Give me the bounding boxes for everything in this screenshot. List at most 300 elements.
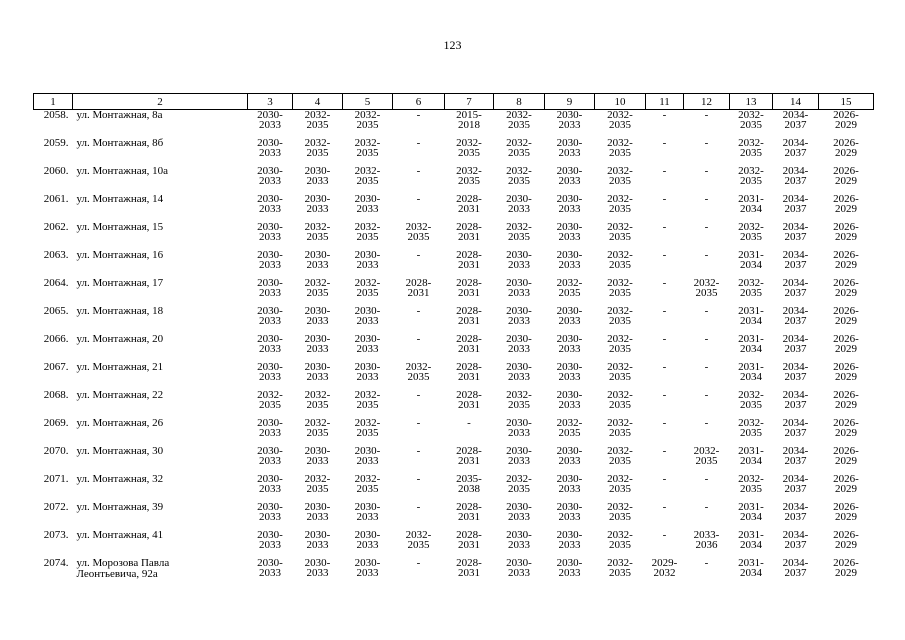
period-cell: 2034- 2037 xyxy=(782,473,809,495)
period-cell: 2030- 2033 xyxy=(556,249,583,271)
address-cell xyxy=(73,222,248,250)
period-cell: 2026- 2029 xyxy=(833,529,859,551)
period-cell: 2028- 2031 xyxy=(456,277,482,299)
address-line: ул. Монтажная, 17 xyxy=(76,277,164,289)
period-cell: 2030- 2033 xyxy=(506,501,532,523)
period-cell: 2028- 2031 xyxy=(456,305,482,327)
period-cell: - xyxy=(704,389,709,401)
row-number: 2061. xyxy=(43,193,69,205)
period-cell: 2026- 2029 xyxy=(833,305,859,327)
period-cell: 2032- 2035 xyxy=(738,109,764,131)
period-cell: 2030- 2033 xyxy=(354,445,381,467)
period-cell: 2032- 2035 xyxy=(456,137,482,159)
period-cell: 2032- 2035 xyxy=(405,529,432,551)
address-line: ул. Морозова Павла xyxy=(76,557,170,569)
period-cell: 2032- 2035 xyxy=(738,473,764,495)
period-cell: 2034- 2037 xyxy=(782,109,809,131)
period-cell: 2034- 2037 xyxy=(782,417,809,439)
period-cell: 2030- 2033 xyxy=(304,193,331,215)
period-cell: - xyxy=(662,249,667,261)
period-cell: 2030- 2033 xyxy=(556,501,583,523)
table-row xyxy=(34,474,874,502)
row-number: 2071. xyxy=(43,473,69,485)
period-cell: 2031- 2034 xyxy=(738,249,764,271)
period-cell: 2032- 2035 xyxy=(607,389,633,411)
period-cell: 2032- 2035 xyxy=(556,277,583,299)
period-cell: - xyxy=(662,137,667,149)
period-cell: 2032- 2035 xyxy=(354,389,381,411)
period-cell: 2032- 2035 xyxy=(506,109,532,131)
period-cell: 2032- 2035 xyxy=(304,109,331,131)
address-line: ул. Монтажная, 30 xyxy=(76,445,164,457)
period-cell: 2032- 2035 xyxy=(506,389,532,411)
period-cell: 2030- 2033 xyxy=(354,361,381,383)
period-cell: - xyxy=(704,333,709,345)
table-row xyxy=(34,446,874,474)
period-cell: 2030- 2033 xyxy=(556,305,583,327)
column-header: 11 xyxy=(646,94,684,110)
period-cell: 2031- 2034 xyxy=(738,193,764,215)
row-number: 2074. xyxy=(43,557,69,569)
period-cell: 2030- 2033 xyxy=(257,501,283,523)
table-row xyxy=(34,222,874,250)
period-cell: - xyxy=(704,361,709,373)
table-row xyxy=(34,166,874,194)
period-cell: 2026- 2029 xyxy=(833,109,859,131)
period-cell: 2030- 2033 xyxy=(257,221,283,243)
column-header: 15 xyxy=(819,94,874,110)
period-cell: 2032- 2035 xyxy=(405,221,432,243)
address-cell xyxy=(73,530,248,558)
period-cell: 2026- 2029 xyxy=(833,417,859,439)
period-cell: 2030- 2033 xyxy=(304,557,331,579)
period-cell: - xyxy=(416,109,421,121)
period-cell: - xyxy=(662,361,667,373)
period-cell: 2030- 2033 xyxy=(257,473,283,495)
period-cell: 2030- 2033 xyxy=(354,501,381,523)
table-row xyxy=(34,138,874,166)
row-number: 2070. xyxy=(43,445,69,457)
period-cell: 2034- 2037 xyxy=(782,389,809,411)
address-cell xyxy=(73,138,248,166)
table-row xyxy=(34,194,874,222)
address-line: ул. Монтажная, 41 xyxy=(76,529,164,541)
period-cell: 2026- 2029 xyxy=(833,277,859,299)
period-cell: 2026- 2029 xyxy=(833,137,859,159)
table-body xyxy=(34,110,874,587)
address-cell xyxy=(73,474,248,502)
period-cell: 2028- 2031 xyxy=(456,193,482,215)
period-cell: 2026- 2029 xyxy=(833,473,859,495)
period-cell: - xyxy=(416,501,421,513)
period-cell: 2030- 2033 xyxy=(304,249,331,271)
period-cell: 2026- 2029 xyxy=(833,501,859,523)
period-cell: - xyxy=(662,473,667,485)
column-header: 3 xyxy=(248,94,293,110)
period-cell: - xyxy=(416,557,421,569)
period-cell: 2028- 2031 xyxy=(456,501,482,523)
period-cell: 2032- 2035 xyxy=(607,473,633,495)
period-cell: 2030- 2033 xyxy=(556,529,583,551)
header-row xyxy=(34,94,874,110)
period-cell: 2030- 2033 xyxy=(257,249,283,271)
period-cell: 2034- 2037 xyxy=(782,445,809,467)
address-cell xyxy=(73,194,248,222)
period-cell: 2028- 2031 xyxy=(456,221,482,243)
period-cell: - xyxy=(662,277,667,289)
period-cell: - xyxy=(704,165,709,177)
column-header: 1 xyxy=(34,94,73,110)
table-row xyxy=(34,558,874,586)
column-header: 5 xyxy=(343,94,393,110)
period-cell: - xyxy=(704,417,709,429)
period-cell: - xyxy=(662,193,667,205)
period-cell: 2034- 2037 xyxy=(782,221,809,243)
period-cell: 2030- 2033 xyxy=(354,333,381,355)
period-cell: 2032- 2035 xyxy=(607,361,633,383)
row-number: 2058. xyxy=(43,109,69,121)
column-header: 4 xyxy=(293,94,343,110)
period-cell: 2034- 2037 xyxy=(782,333,809,355)
period-cell: - xyxy=(662,529,667,541)
row-number: 2062. xyxy=(43,221,69,233)
period-cell: 2030- 2033 xyxy=(354,305,381,327)
row-number: 2072. xyxy=(43,501,69,513)
period-cell: 2032- 2035 xyxy=(607,529,633,551)
period-cell: 2030- 2033 xyxy=(556,109,583,131)
period-cell: 2032- 2035 xyxy=(738,137,764,159)
period-cell: 2031- 2034 xyxy=(738,361,764,383)
period-cell: - xyxy=(416,389,421,401)
period-cell: 2033- 2036 xyxy=(693,529,720,551)
row-number: 2063. xyxy=(43,249,69,261)
period-cell: - xyxy=(467,417,471,429)
period-cell: 2032- 2035 xyxy=(304,277,331,299)
period-cell: 2026- 2029 xyxy=(833,249,859,271)
row-number: 2060. xyxy=(43,165,69,177)
period-cell: - xyxy=(704,473,709,485)
row-number: 2069. xyxy=(43,417,69,429)
period-cell: 2030- 2033 xyxy=(304,445,331,467)
period-cell: 2030- 2033 xyxy=(257,137,283,159)
row-number: 2064. xyxy=(43,277,69,289)
address-line: ул. Монтажная, 26 xyxy=(76,417,164,429)
period-cell: 2032- 2035 xyxy=(607,221,633,243)
period-cell: 2032- 2035 xyxy=(607,417,633,439)
period-cell: 2032- 2035 xyxy=(506,473,532,495)
period-cell: - xyxy=(662,221,667,233)
address-cell xyxy=(73,110,248,139)
period-cell: 2032- 2035 xyxy=(354,221,381,243)
period-cell: 2032- 2035 xyxy=(738,165,764,187)
period-cell: 2032- 2035 xyxy=(405,361,432,383)
period-cell: - xyxy=(662,109,667,121)
table-row xyxy=(34,110,874,139)
address-cell xyxy=(73,278,248,306)
period-cell: 2030- 2033 xyxy=(354,529,381,551)
table-row xyxy=(34,502,874,530)
period-cell: 2028- 2031 xyxy=(456,529,482,551)
row-number: 2059. xyxy=(43,137,69,149)
row-number: 2067. xyxy=(43,361,69,373)
period-cell: 2034- 2037 xyxy=(782,361,809,383)
period-cell: 2029- 2032 xyxy=(651,557,678,579)
period-cell: 2030- 2033 xyxy=(304,529,331,551)
period-cell: 2032- 2035 xyxy=(304,137,331,159)
period-cell: 2030- 2033 xyxy=(304,165,331,187)
period-cell: 2032- 2035 xyxy=(607,165,633,187)
period-cell: 2030- 2033 xyxy=(556,557,583,579)
period-cell: 2028- 2031 xyxy=(456,333,482,355)
period-cell: 2028- 2031 xyxy=(456,445,482,467)
address-cell xyxy=(73,390,248,418)
table-row xyxy=(34,306,874,334)
period-cell: - xyxy=(416,137,421,149)
address-line: ул. Монтажная, 15 xyxy=(76,221,164,233)
period-cell: - xyxy=(704,193,709,205)
address-line: ул. Монтажная, 22 xyxy=(76,389,164,401)
period-cell: - xyxy=(662,333,667,345)
period-cell: - xyxy=(416,445,421,457)
period-cell: 2030- 2033 xyxy=(506,249,532,271)
period-cell: 2030- 2033 xyxy=(556,221,583,243)
period-cell: 2028- 2031 xyxy=(456,389,482,411)
address-cell xyxy=(73,502,248,530)
period-cell: 2030- 2033 xyxy=(506,557,532,579)
period-cell: 2034- 2037 xyxy=(782,529,809,551)
period-cell: 2030- 2033 xyxy=(257,557,283,579)
address-cell xyxy=(73,166,248,194)
address-cell xyxy=(73,418,248,446)
schedule-table xyxy=(33,93,874,586)
column-header: 10 xyxy=(595,94,646,110)
period-cell: 2032- 2035 xyxy=(354,473,381,495)
period-cell: 2030- 2033 xyxy=(354,193,381,215)
period-cell: 2030- 2033 xyxy=(257,445,283,467)
column-header: 9 xyxy=(545,94,595,110)
period-cell: 2030- 2033 xyxy=(556,193,583,215)
period-cell: 2032- 2035 xyxy=(304,473,331,495)
period-cell: 2030- 2033 xyxy=(257,109,283,131)
address-line: ул. Монтажная, 32 xyxy=(76,473,164,485)
period-cell: 2030- 2033 xyxy=(257,333,283,355)
period-cell: 2030- 2033 xyxy=(506,333,532,355)
period-cell: 2026- 2029 xyxy=(833,361,859,383)
period-cell: 2034- 2037 xyxy=(782,193,809,215)
period-cell: 2032- 2035 xyxy=(693,277,720,299)
period-cell: - xyxy=(416,249,421,261)
period-cell: 2030- 2033 xyxy=(556,137,583,159)
period-cell: 2032- 2035 xyxy=(556,417,583,439)
period-cell: 2026- 2029 xyxy=(833,165,859,187)
period-cell: 2032- 2035 xyxy=(354,165,381,187)
period-cell: - xyxy=(662,389,667,401)
period-cell: - xyxy=(704,501,709,513)
period-cell: 2015- 2018 xyxy=(456,109,482,131)
period-cell: 2032- 2035 xyxy=(354,277,381,299)
period-cell: 2034- 2037 xyxy=(782,305,809,327)
period-cell: - xyxy=(416,193,421,205)
address-line: ул. Монтажная, 21 xyxy=(76,361,164,373)
column-header: 2 xyxy=(73,94,248,110)
period-cell: 2030- 2033 xyxy=(354,249,381,271)
address-line: ул. Монтажная, 10а xyxy=(76,165,169,177)
period-cell: 2035- 2038 xyxy=(456,473,482,495)
table-row xyxy=(34,390,874,418)
period-cell: 2032- 2035 xyxy=(506,137,532,159)
address-line: ул. Монтажная, 8а xyxy=(76,109,163,121)
period-cell: 2032- 2035 xyxy=(607,193,633,215)
period-cell: 2030- 2033 xyxy=(304,305,331,327)
period-cell: 2026- 2029 xyxy=(833,193,859,215)
period-cell: - xyxy=(662,165,667,177)
period-cell: 2032- 2035 xyxy=(738,417,764,439)
period-cell: - xyxy=(416,417,421,429)
period-cell: 2030- 2033 xyxy=(257,305,283,327)
period-cell: 2030- 2033 xyxy=(257,277,283,299)
period-cell: 2028- 2031 xyxy=(456,557,482,579)
period-cell: 2030- 2033 xyxy=(257,193,283,215)
period-cell: 2032- 2035 xyxy=(738,277,764,299)
period-cell: 2032- 2035 xyxy=(693,445,720,467)
row-number: 2066. xyxy=(43,333,69,345)
period-cell: - xyxy=(416,165,421,177)
period-cell: 2032- 2035 xyxy=(607,445,633,467)
period-cell: - xyxy=(416,473,421,485)
period-cell: 2031- 2034 xyxy=(738,557,764,579)
table-row xyxy=(34,278,874,306)
address-cell xyxy=(73,250,248,278)
page-number: 123 xyxy=(443,38,462,52)
address-cell xyxy=(73,446,248,474)
address-cell xyxy=(73,334,248,362)
period-cell: - xyxy=(704,305,709,317)
period-cell: 2026- 2029 xyxy=(833,445,859,467)
period-cell: 2031- 2034 xyxy=(738,501,764,523)
period-cell: - xyxy=(662,501,667,513)
column-header: 7 xyxy=(445,94,494,110)
period-cell: 2030- 2033 xyxy=(506,361,532,383)
period-cell: 2030- 2033 xyxy=(556,333,583,355)
period-cell: 2032- 2035 xyxy=(607,333,633,355)
period-cell: 2030- 2033 xyxy=(556,445,583,467)
period-cell: - xyxy=(704,137,709,149)
period-cell: 2030- 2033 xyxy=(304,333,331,355)
period-cell: - xyxy=(416,333,421,345)
period-cell: 2028- 2031 xyxy=(456,361,482,383)
address-line: ул. Монтажная, 18 xyxy=(76,305,164,317)
period-cell: 2032- 2035 xyxy=(456,165,482,187)
period-cell: 2032- 2035 xyxy=(304,389,331,411)
table-row xyxy=(34,334,874,362)
row-number: 2073. xyxy=(43,529,69,541)
period-cell: 2032- 2035 xyxy=(607,501,633,523)
row-number: 2065. xyxy=(43,305,69,317)
period-cell: - xyxy=(416,305,421,317)
period-cell: 2032- 2035 xyxy=(354,137,381,159)
period-cell: 2034- 2037 xyxy=(782,137,809,159)
period-cell: 2032- 2035 xyxy=(257,389,283,411)
period-cell: - xyxy=(662,445,667,457)
column-header: 14 xyxy=(773,94,819,110)
column-header: 8 xyxy=(494,94,545,110)
address-line: ул. Монтажная, 16 xyxy=(76,249,164,261)
period-cell: 2034- 2037 xyxy=(782,277,809,299)
period-cell: 2030- 2033 xyxy=(354,557,381,579)
address-line: ул. Монтажная, 8б xyxy=(76,137,164,149)
period-cell: 2030- 2033 xyxy=(304,361,331,383)
address-cell xyxy=(73,306,248,334)
period-cell: 2026- 2029 xyxy=(833,557,859,579)
address-line: Леонтьевича, 92а xyxy=(76,568,158,580)
period-cell: 2030- 2033 xyxy=(556,165,583,187)
period-cell: 2032- 2035 xyxy=(304,221,331,243)
period-cell: 2032- 2035 xyxy=(354,417,381,439)
period-cell: 2032- 2035 xyxy=(607,557,633,579)
period-cell: 2028- 2031 xyxy=(456,249,482,271)
period-cell: 2032- 2035 xyxy=(304,417,331,439)
period-cell: 2026- 2029 xyxy=(833,221,859,243)
column-header: 6 xyxy=(393,94,445,110)
address-cell xyxy=(73,558,248,586)
period-cell: 2034- 2037 xyxy=(782,249,809,271)
period-cell: 2030- 2033 xyxy=(257,361,283,383)
period-cell: 2030- 2033 xyxy=(257,417,283,439)
period-cell: - xyxy=(704,557,709,569)
period-cell: 2032- 2035 xyxy=(607,305,633,327)
period-cell: 2032- 2035 xyxy=(506,221,532,243)
period-cell: 2031- 2034 xyxy=(738,445,764,467)
table-row xyxy=(34,530,874,558)
period-cell: - xyxy=(704,249,709,261)
period-cell: 2032- 2035 xyxy=(738,221,764,243)
period-cell: 2030- 2033 xyxy=(257,529,283,551)
period-cell: 2030- 2033 xyxy=(506,305,532,327)
address-line: ул. Монтажная, 20 xyxy=(76,333,164,345)
period-cell: 2030- 2033 xyxy=(257,165,283,187)
period-cell: 2032- 2035 xyxy=(738,389,764,411)
period-cell: 2030- 2033 xyxy=(556,473,583,495)
period-cell: 2032- 2035 xyxy=(506,165,532,187)
period-cell: 2034- 2037 xyxy=(782,501,809,523)
address-line: ул. Монтажная, 14 xyxy=(76,193,164,205)
column-header: 12 xyxy=(684,94,730,110)
column-header: 13 xyxy=(730,94,773,110)
period-cell: 2030- 2033 xyxy=(506,529,532,551)
period-cell: 2028- 2031 xyxy=(405,277,432,299)
period-cell: 2032- 2035 xyxy=(607,249,633,271)
period-cell: 2031- 2034 xyxy=(738,529,764,551)
period-cell: 2030- 2033 xyxy=(506,445,532,467)
table-row xyxy=(34,418,874,446)
period-cell: 2026- 2029 xyxy=(833,389,859,411)
period-cell: 2030- 2033 xyxy=(506,417,532,439)
period-cell: - xyxy=(662,305,667,317)
table-row xyxy=(34,362,874,390)
period-cell: - xyxy=(704,221,709,233)
period-cell: 2032- 2035 xyxy=(607,137,633,159)
period-cell: 2034- 2037 xyxy=(782,165,809,187)
period-cell: 2026- 2029 xyxy=(833,333,859,355)
address-cell xyxy=(73,362,248,390)
period-cell: 2030- 2033 xyxy=(556,361,583,383)
period-cell: 2031- 2034 xyxy=(738,333,764,355)
period-cell: 2030- 2033 xyxy=(506,277,532,299)
period-cell: 2031- 2034 xyxy=(738,305,764,327)
period-cell: 2030- 2033 xyxy=(506,193,532,215)
period-cell: 2030- 2033 xyxy=(304,501,331,523)
period-cell: 2032- 2035 xyxy=(354,109,381,131)
